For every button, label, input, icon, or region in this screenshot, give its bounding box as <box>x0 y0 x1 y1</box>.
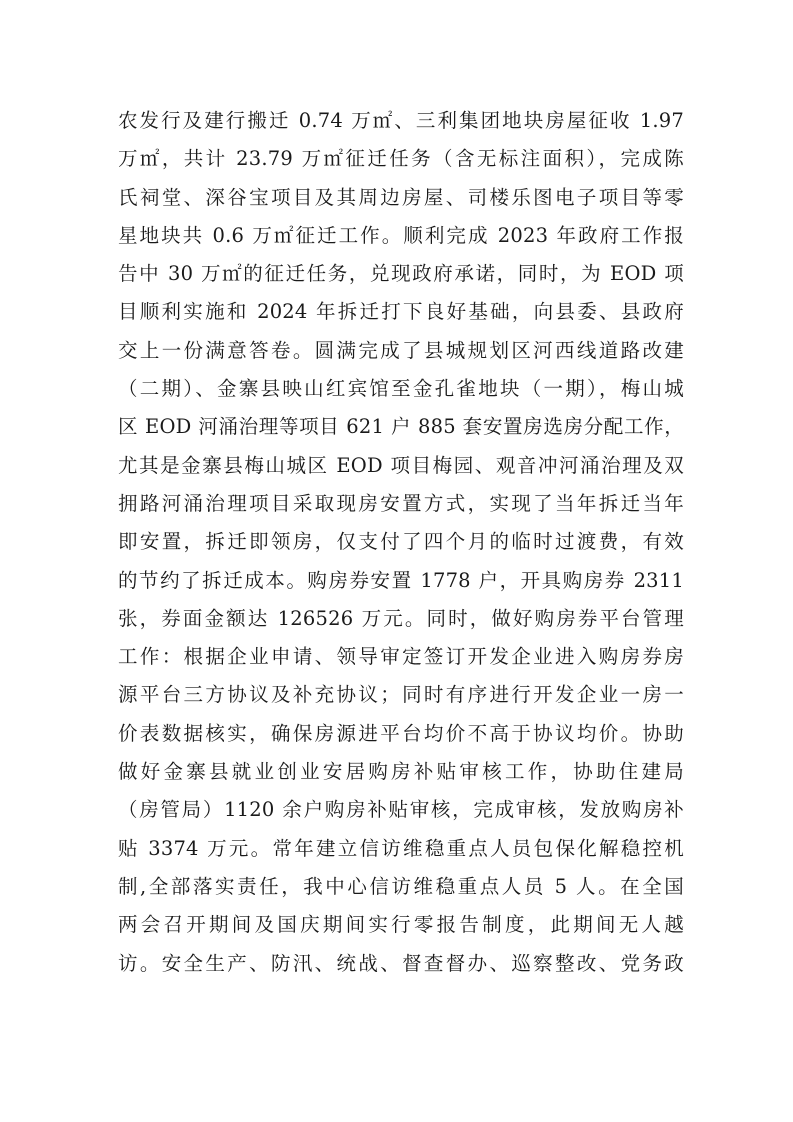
paragraph-line: 贴 3374 万元。常年建立信访维稳重点人员包保化解稳控机 <box>118 836 684 860</box>
paragraph-line: 制,全部落实责任，我中心信访维稳重点人员 5 人。在全国 <box>118 874 684 898</box>
paragraph-line: 氏祠堂、深谷宝项目及其周边房屋、司楼乐图电子项目等零 <box>118 185 684 209</box>
paragraph-line: 拥路河涌治理项目采取现房安置方式，实现了当年拆迁当年 <box>118 491 684 515</box>
paragraph-line: 两会召开期间及国庆期间实行零报告制度，此期间无人越 <box>118 913 684 937</box>
body-paragraph <box>118 102 684 983</box>
paragraph-line: 星地块共 0.6 万㎡征迁工作。顺利完成 2023 年政府工作报 <box>118 223 684 247</box>
paragraph-line: 告中 30 万㎡的征迁任务，兑现政府承诺，同时，为 EOD 项 <box>118 262 684 286</box>
paragraph-line: 尤其是金寨县梅山城区 EOD 项目梅园、观音冲河涌治理及双 <box>118 453 684 477</box>
paragraph-line: 交上一份满意答卷。圆满完成了县城规划区河西线道路改建 <box>118 338 684 362</box>
paragraph-line: 目顺利实施和 2024 年拆迁打下良好基础，向县委、县政府 <box>118 300 684 324</box>
paragraph-line: 即安置，拆迁即领房，仅支付了四个月的临时过渡费，有效 <box>118 530 684 554</box>
paragraph-line: 的节约了拆迁成本。购房券安置 1778 户，开具购房券 2311 <box>118 568 684 592</box>
paragraph-line: 万㎡，共计 23.79 万㎡征迁任务（含无标注面积），完成陈 <box>118 147 684 171</box>
paragraph-line: 区 EOD 河涌治理等项目 621 户 885 套安置房选房分配工作， <box>118 415 684 439</box>
paragraph-line: 工作：根据企业申请、领导审定签订开发企业进入购房券房 <box>118 645 684 669</box>
paragraph-line: 做好金寨县就业创业安居购房补贴审核工作，协助住建局 <box>118 760 684 784</box>
paragraph-line: 价表数据核实，确保房源进平台均价不高于协议均价。协助 <box>118 721 684 745</box>
paragraph-line: （房管局）1120 余户购房补贴审核，完成审核，发放购房补 <box>118 798 684 822</box>
paragraph-line: 源平台三方协议及补充协议；同时有序进行开发企业一房一 <box>118 683 684 707</box>
paragraph-line: （二期）、金寨县映山红宾馆至金孔雀地块（一期），梅山城 <box>118 377 684 401</box>
paragraph-line: 张，券面金额达 126526 万元。同时，做好购房券平台管理 <box>118 606 684 630</box>
paragraph-line: 农发行及建行搬迁 0.74 万㎡、三利集团地块房屋征收 1.97 <box>118 109 684 132</box>
paragraph-line: 访。安全生产、防汛、统战、督查督办、巡察整改、党务政 <box>118 951 684 975</box>
